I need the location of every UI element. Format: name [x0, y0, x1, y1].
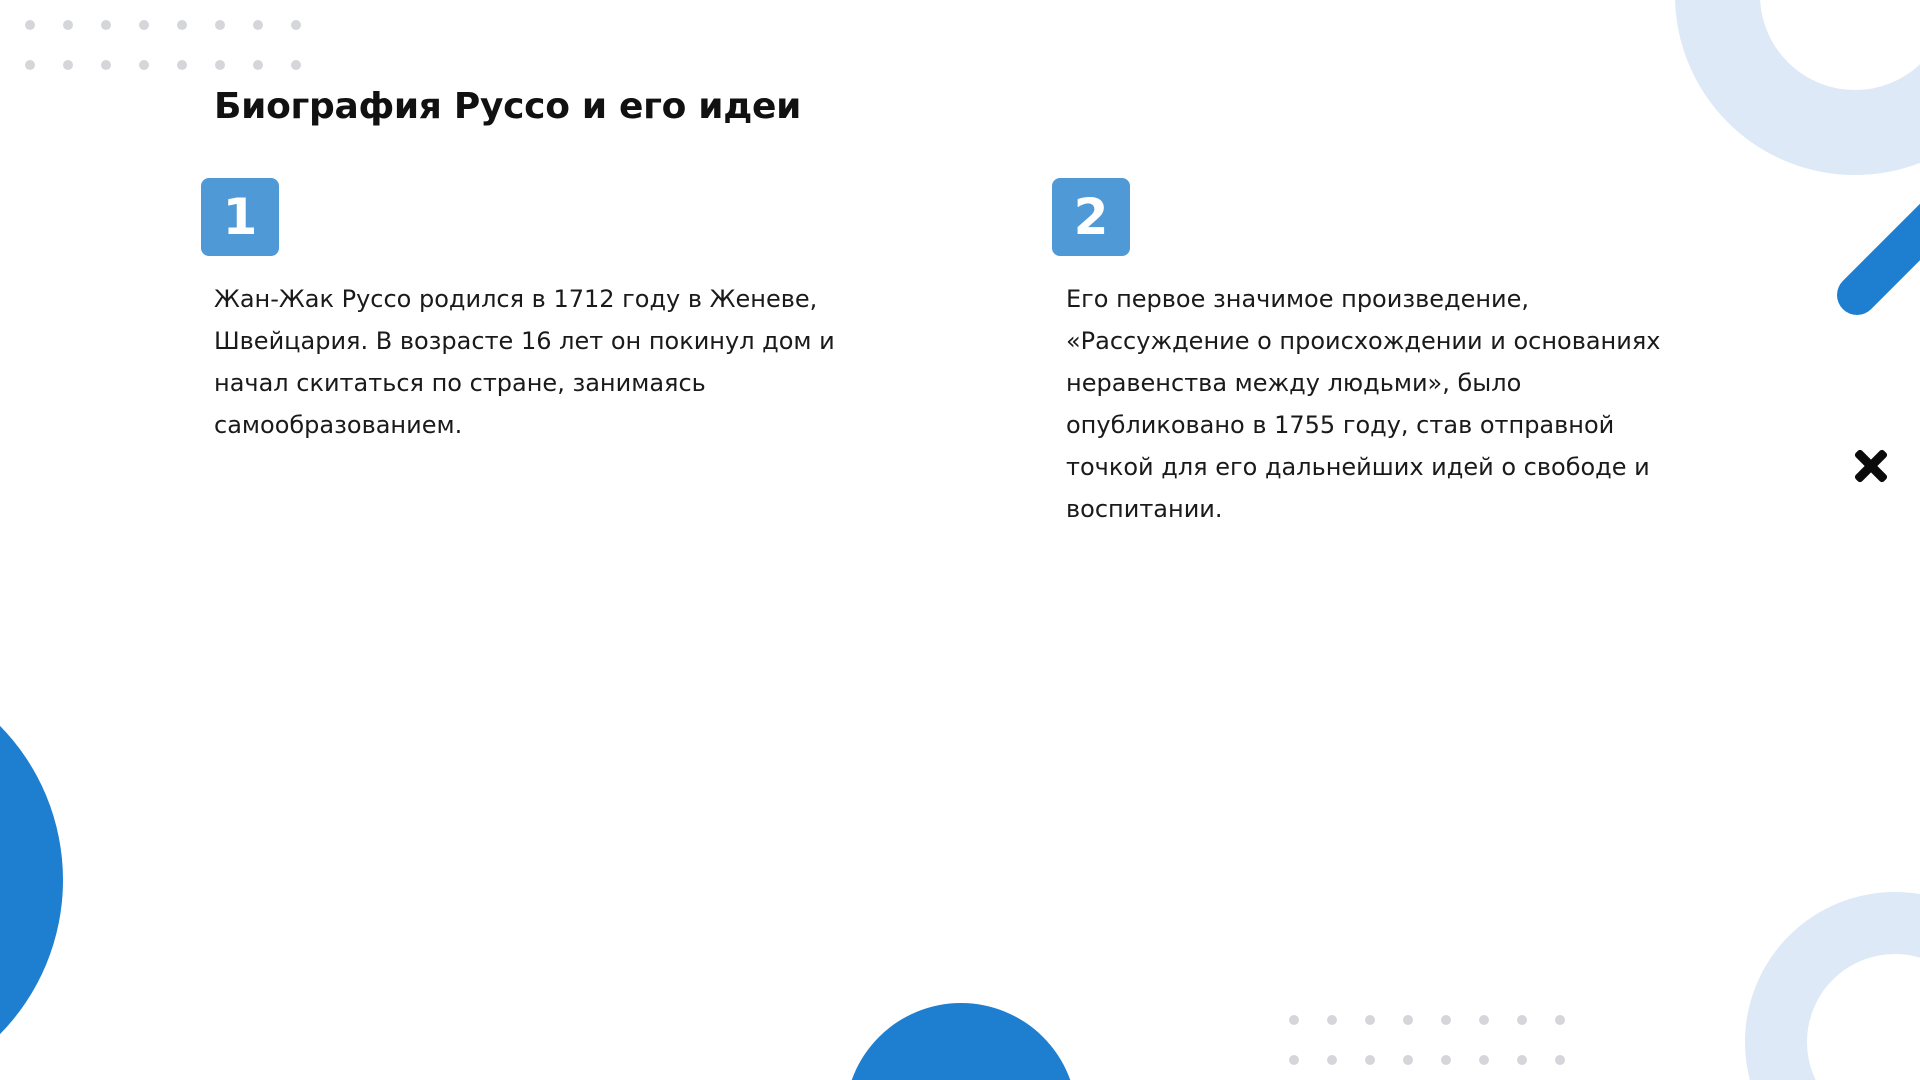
- number-badge-1: 1: [201, 178, 279, 256]
- decorative-circle-bottom: [845, 1003, 1077, 1080]
- slide-title: Биография Руссо и его идеи: [214, 86, 802, 127]
- cross-icon: [1852, 447, 1890, 485]
- decorative-ring-bottom: [1745, 892, 1920, 1080]
- dot-grid-bottom: [1289, 1015, 1565, 1065]
- decorative-circle-left: [0, 660, 63, 1080]
- item-text-2: Его первое значимое произведение, «Рассуждение о происхождении и основаниях неравенства между людьми», было опубликовано в 1755 году, став отправной точкой для его дальнейших идей о свободе и воспитании.: [1066, 285, 1661, 523]
- dot-grid-top: [25, 20, 301, 70]
- decorative-pill: [1829, 175, 1920, 323]
- decorative-ring-top: [1675, 0, 1920, 175]
- number-badge-2: 2: [1052, 178, 1130, 256]
- item-text-1: Жан-Жак Руссо родился в 1712 году в Женеве, Швейцария. В возрасте 16 лет он покинул дом и начал скитаться по стране, занимаясь самообразованием.: [214, 285, 835, 439]
